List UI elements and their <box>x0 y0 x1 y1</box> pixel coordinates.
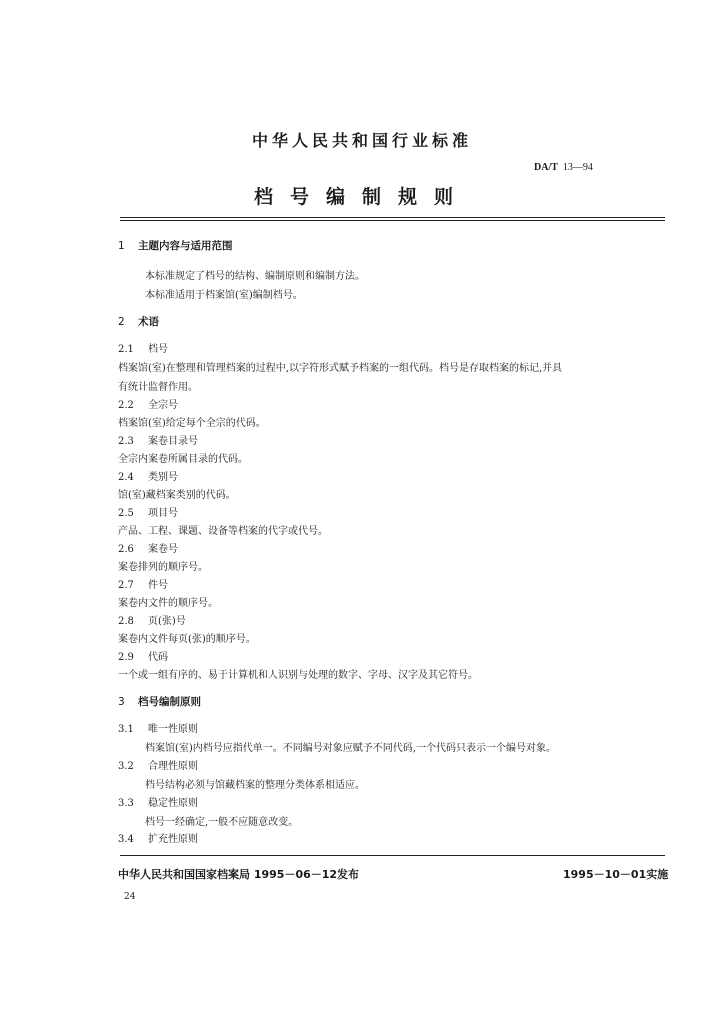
standard-code-prefix: DA/T <box>534 162 558 173</box>
principle-3-4-heading: 3.4 扩充性原则 <box>118 834 198 845</box>
term-2-1-heading: 2.1 档号 <box>118 344 168 355</box>
term-2-1-definition-line-1: 档案馆(室)在整理和管理档案的过程中,以字符形式赋予档案的一组代码。档号是存取档案的标记,并具 <box>118 363 563 374</box>
term-2-8-definition: 案卷内文件每页(张)的顺序号。 <box>118 634 256 645</box>
term-2-7-definition: 案卷内文件的顺序号。 <box>118 598 218 609</box>
term-2-9-heading: 2.9 代码 <box>118 652 168 663</box>
section-3-heading <box>118 694 201 709</box>
section-1-number: 1 <box>118 240 125 252</box>
term-2-6-heading: 2.6 案卷号 <box>118 544 178 555</box>
term-2-9-definition: 一个或一组有序的、易于计算机和人识别与处理的数字、字母、汉字及其它符号。 <box>118 670 478 681</box>
section-1-title: 主题内容与适用范围 <box>138 240 233 252</box>
section-1-paragraph-1: 本标准规定了档号的结构、编制原则和编制方法。 <box>145 271 365 282</box>
effective-date: 1995－10－01实施 <box>563 868 669 881</box>
term-2-6-definition: 案卷排列的顺序号。 <box>118 562 208 573</box>
section-2-title: 术语 <box>138 316 159 328</box>
term-2-5-definition: 产品、工程、课题、设备等档案的代字或代号。 <box>118 526 328 537</box>
footer-divider <box>120 855 665 856</box>
principle-3-3-heading: 3.3 稳定性原则 <box>118 798 198 809</box>
section-1-paragraph-2: 本标准适用于档案馆(室)编制档号。 <box>145 290 303 301</box>
term-2-2-definition: 档案馆(室)给定每个全宗的代码。 <box>118 418 266 429</box>
principle-3-2-text: 档号结构必须与馆藏档案的整理分类体系相适应。 <box>145 780 365 791</box>
principle-3-1-text: 档案馆(室)内档号应指代单一。不同编号对象应赋予不同代码,一个代码只表示一个编号对象。 <box>145 743 556 754</box>
section-3-title: 档号编制原则 <box>138 696 201 708</box>
document-title: 档号编制规则 <box>253 186 470 208</box>
principle-3-1-heading: 3.1 唯一性原则 <box>118 724 198 735</box>
term-2-7-heading: 2.7 件号 <box>118 580 168 591</box>
term-2-8-heading: 2.8 页(张)号 <box>118 616 186 627</box>
term-2-5-heading: 2.5 项目号 <box>118 508 178 519</box>
standard-code-number: 13—94 <box>562 162 593 173</box>
standard-category-title: 中华人民共和国行业标准 <box>251 131 472 150</box>
term-2-3-definition: 全宗内案卷所属目录的代码。 <box>118 454 248 465</box>
section-2-heading <box>118 314 159 329</box>
section-1-heading <box>118 238 233 253</box>
term-2-2-heading: 2.2 全宗号 <box>118 400 178 411</box>
term-2-4-definition: 馆(室)藏档案类别的代码。 <box>118 490 236 501</box>
header-divider <box>120 217 665 221</box>
term-2-1-definition-line-2: 有统计监督作用。 <box>118 382 198 393</box>
principle-3-3-text: 档号一经确定,一般不应随意改变。 <box>145 817 299 828</box>
standard-code <box>534 162 593 173</box>
issue-date: 中华人民共和国国家档案局 1995－06－12发布 <box>118 868 360 881</box>
section-2-number: 2 <box>118 316 125 328</box>
principle-3-2-heading: 3.2 合理性原则 <box>118 761 198 772</box>
page-number: 24 <box>124 892 136 902</box>
term-2-4-heading: 2.4 类别号 <box>118 472 178 483</box>
section-3-number: 3 <box>118 696 125 708</box>
term-2-3-heading: 2.3 案卷目录号 <box>118 436 198 447</box>
